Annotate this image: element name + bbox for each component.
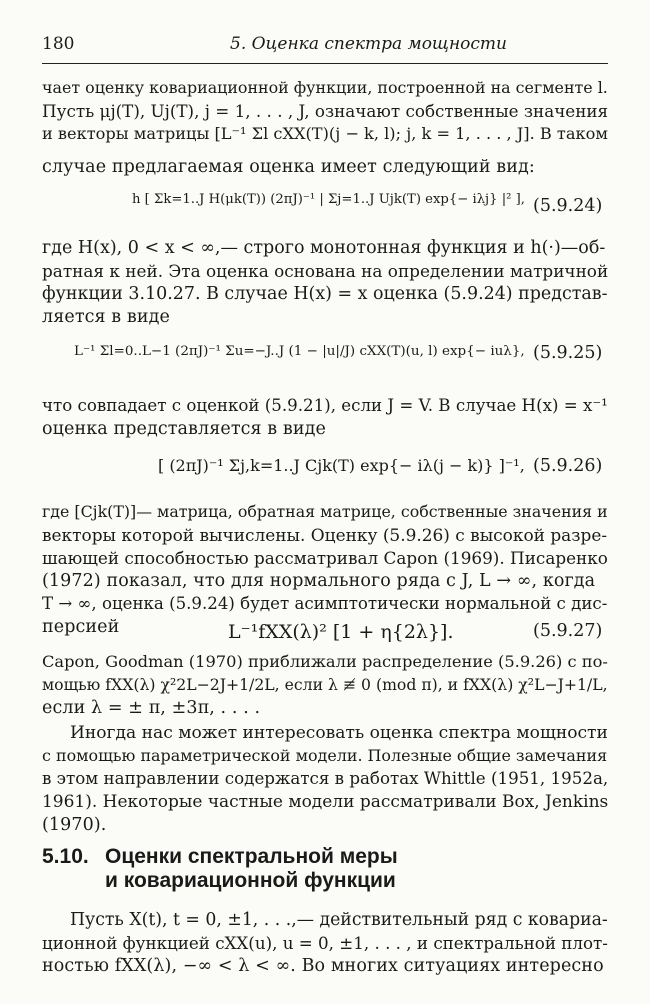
- equation-5-9-25: L⁻¹ Σl=0..L−1 (2πJ)⁻¹ Σu=−J..J (1 − |u|/J) cXX(T)(u, l) exp{− iuλ},: [74, 343, 525, 359]
- text-line: что совпадает с оценкой (5.9.21), если J = V. В случае H(x) = x⁻¹: [42, 396, 608, 415]
- text-line: и векторы матрицы [L⁻¹ Σl cXX(T)(j − k, l); j, k = 1, . . . , J]. В таком: [42, 124, 608, 143]
- text-line: мощью fXX(λ) χ²2L−2J+1/2L, если λ ≢ 0 (mod π), и fXX(λ) χ²L−J+1/L,: [42, 675, 608, 694]
- text-line: чает оценку ковариационной функции, построенной на сегменте l.: [42, 78, 608, 97]
- section-number: 5.10.: [42, 845, 89, 868]
- text-line: где [Cjk(T)]— матрица, обратная матрице, собственные значения и: [42, 502, 608, 521]
- text-line: ляется в виде: [42, 307, 170, 327]
- text-line: ционной функцией cXX(u), u = 0, ±1, . . . , и спектральной плот-: [42, 933, 608, 953]
- text-line: 1961). Некоторые частные модели рассматривали Box, Jenkins: [42, 792, 609, 812]
- text-line: случае предлагаемая оценка имеет следующий вид:: [42, 157, 535, 177]
- equation-label: (5.9.24): [533, 196, 603, 216]
- text-line: оценка представляется в виде: [42, 419, 326, 439]
- equation-5-9-24: h [ Σk=1..J H(μk(T)) (2πJ)⁻¹ | Σj=1..J Ujk(T) exp{− iλj} |² ],: [132, 192, 525, 207]
- equation-label: (5.9.27): [533, 621, 603, 641]
- equation-label: (5.9.25): [533, 343, 603, 363]
- text-line: Capon, Goodman (1970) приближали распределение (5.9.26) с по-: [42, 652, 608, 671]
- text-line: в этом направлении содержатся в работах Whittle (1951, 1952a,: [42, 769, 609, 788]
- header-rule: [42, 63, 608, 64]
- text-line: (1972) показал, что для нормального ряда с J, L → ∞, когда: [42, 571, 596, 591]
- text-line: T → ∞, оценка (5.9.24) будет асимптотически нормальной с дис-: [42, 594, 608, 613]
- text-line: если λ = ± π, ±3π, . . . .: [42, 698, 261, 718]
- text-line: векторы которой вычислены. Оценку (5.9.26) с высокой разре-: [42, 525, 608, 545]
- text-line: с помощью параметрической модели. Полезные общие замечания: [42, 746, 608, 765]
- text-line: Пусть μj(T), Uj(T), j = 1, . . . , J, означают собственные значения: [42, 101, 609, 121]
- text-line: ностью fXX(λ), −∞ < λ < ∞. Во многих ситуациях интересно: [42, 956, 604, 976]
- page-number: 180: [42, 34, 75, 54]
- text-line: функции 3.10.27. В случае H(x) = x оценка (5.9.24) представ-: [42, 284, 608, 304]
- paragraph-first-line: Пусть X(t), t = 0, ±1, . . .,— действительный ряд с ковариа-: [70, 910, 608, 930]
- text-line: ратная к ней. Эта оценка основана на определении матричной: [42, 261, 609, 281]
- section-title: и ковариационной функции: [105, 869, 396, 892]
- paragraph-first-line: Иногда нас может интересовать оценка спектра мощности: [70, 723, 608, 743]
- running-title: 5. Оценка спектра мощности: [230, 34, 507, 54]
- equation-5-9-27: L⁻¹fXX(λ)² [1 + η{2λ}].: [228, 621, 454, 643]
- text-line: (1970).: [42, 815, 107, 835]
- equation-label: (5.9.26): [533, 456, 603, 476]
- equation-5-9-26: [ (2πJ)⁻¹ Σj,k=1..J Cjk(T) exp{− iλ(j − k)} ]⁻¹,: [158, 456, 525, 475]
- text-line: шающей способностью рассматривал Capon (1969). Писаренко: [42, 548, 608, 568]
- text-line: где H(x), 0 < x < ∞,— строго монотонная функция и h(·)—об-: [42, 238, 606, 258]
- section-title: Оценки спектральной меры: [105, 845, 398, 868]
- text-line: персией: [42, 617, 120, 637]
